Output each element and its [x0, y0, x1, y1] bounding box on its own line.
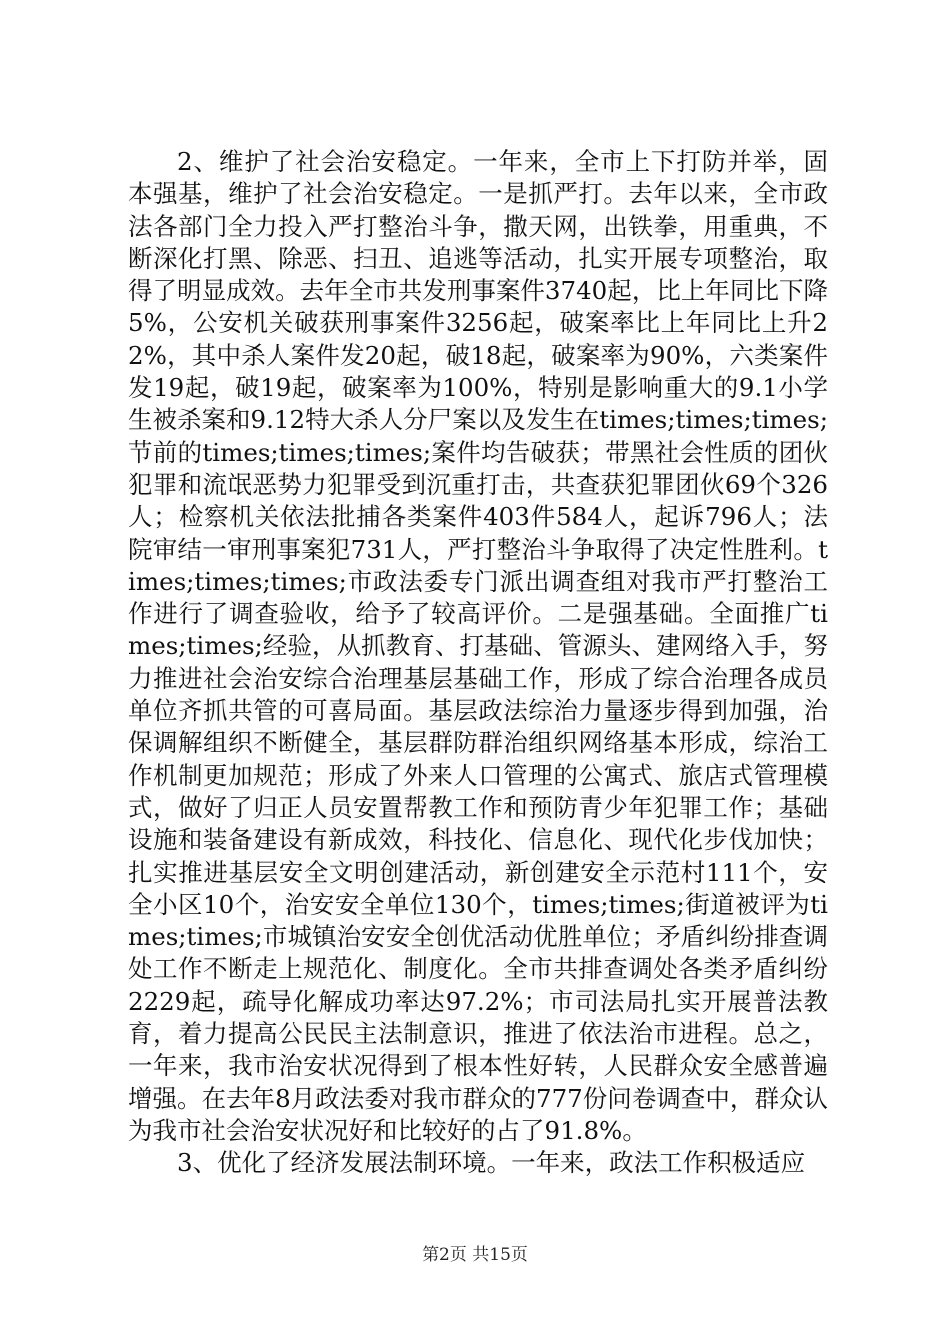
paragraph-section-2: 2、维护了社会治安稳定。一年来，全市上下打防并举，固本强基，维护了社会治安稳定。一是抓严打。去年以来，全市政法各部门全力投入严打整治斗争，撒天网，出铁拳，用重典，不断深化打黑、除恶、扫丑、追逃等活动，扎实开展专项整治，取得了明显成效。去年全市共发刑事案件3740起，比上年同比下降5%，公安机关破获刑事案件3256起，破案率比上年同比上升22%，其中杀人案件发20起，破18起，破案率为90%，六类案件发19起，破19起，破案率为100%，特别是影响重大的9.1小学生被杀案和9.12特大杀人分尸案以及发生在times;times;times;节前的times;times;times;案件均告破获；带黑社会性质的团伙犯罪和流氓恶势力犯罪受到沉重打击，共查获犯罪团伙69个326人；检察机关依法批捕各类案件403件584人，起诉796人；法院审结一审刑事案犯731人，严打整治斗争取得了决定性胜利。times;times;times;市政法委专门派出调查组对我市严打整治工作进行了调查验收，给予了较高评价。二是强基础。全面推广times;times;经验，从抓教育、打基础、管源头、建网络入手，努力推进社会治安综合治理基层基础工作，形成了综合治理各成员单位齐抓共管的可喜局面。基层政法综治力量逐步得到加强，治保调解组织不断健全，基层群防群治组织网络基本形成，综治工作机制更加规范；形成了外来人口管理的公寓式、旅店式管理模式，做好了归正人员安置帮教工作和预防青少年犯罪工作；基础设施和装备建设有新成效，科技化、信息化、现代化步伐加快；扎实推进基层安全文明创建活动，新创建安全示范村111个，安全小区10个，治安安全单位130个，times;times;街道被评为times;times;市城镇治安安全创优活动优胜单位；矛盾纠纷排查调处工作不断走上规范化、制度化。全市共排查调处各类矛盾纠纷2229起，疏导化解成功率达97.2%；市司法局扎实开展普法教育，着力提高公民民主法制意识，推进了依法治市进程。总之，一年来，我市治安状况得到了根本性好转，人民群众安全感普遍增强。在去年8月政法委对我市群众的777份问卷调查中，群众认为我市社会治安状况好和比较好的占了91.8%。 — [128, 147, 828, 1145]
page-number-footer: 第2页 共15页 — [422, 1245, 528, 1265]
paragraph-section-3: 3、优化了经济发展法制环境。一年来，政法工作积极适应 — [177, 1148, 806, 1178]
document-body — [128, 146, 828, 1180]
